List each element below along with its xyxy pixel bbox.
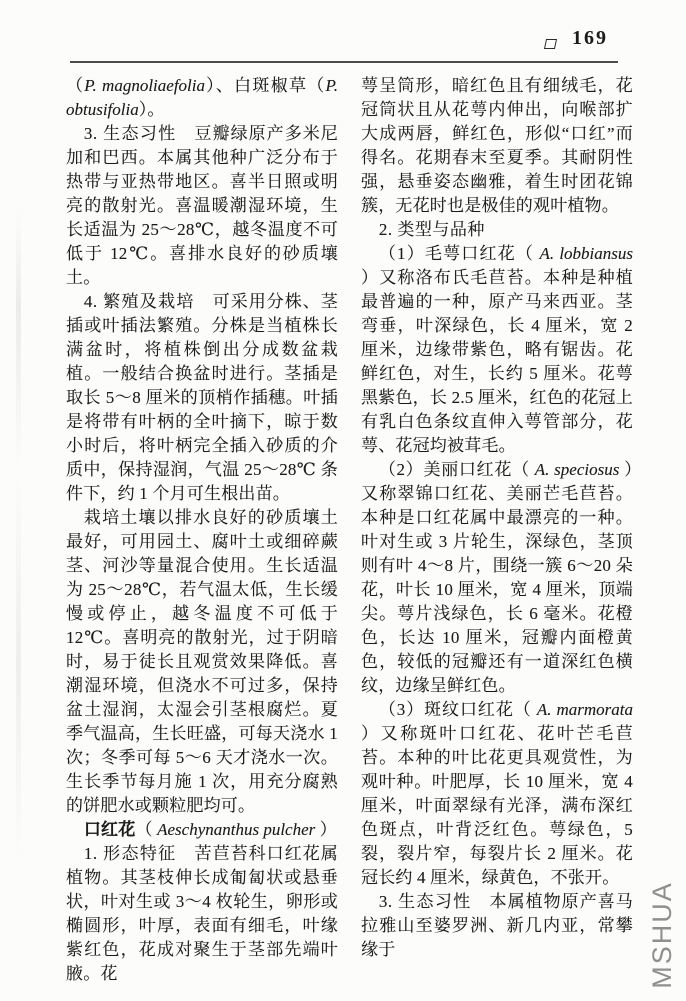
text-run: ）又称斑叶口红花、花叶芒毛苣苔。本种的叶比花更具观赏性，为观叶种。叶肥厚，长 10 厘米，宽 4 厘米，叶面翠绿有光泽，满布深红色斑点，叶背泛红色。萼绿色，5 裂，裂片窄，每裂片长 2 厘米。花冠长约 4 厘米，绿黄色，不张开。 [361, 724, 633, 887]
text-run: 可采用分株、茎插或叶插法繁殖。分株是当植株长满盆时，将植株倒出分成数盆栽植。一般结合换盆时进行。茎插是取长 5～8 厘米的顶梢作插穗。叶插是将带有叶柄的全叶摘下，晾于数小时后，将叶柄完全插入砂质的介质中，保持湿润，气温 25～28℃ 条件下，约 1 个月可生根出苗。 [66, 292, 338, 503]
latin-species-name: A. marmorata [536, 700, 633, 719]
text-columns [66, 74, 633, 986]
paragraph-ecology-habit [66, 122, 338, 290]
section-label: 2. 类型与品种 [378, 220, 485, 239]
latin-species-name: A. speciosus [534, 460, 620, 479]
text-run: 豆瓣绿原产多米尼加和巴西。本属其他种广泛分布于热带与亚热带地区。喜半日照或明亮的散射光。喜温暖潮湿环境，生长适温为 25～28℃，越冬温度不可低于 12℃。喜排水良好的砂质壤土。 [66, 124, 338, 287]
section-label: 3. 生态习性 [83, 124, 177, 143]
watermark-mshua: MSHUA [647, 881, 677, 989]
latin-species-name: Aeschynanthus pulcher [157, 820, 316, 839]
text-run: ） [315, 820, 337, 839]
paragraph-variety-2 [361, 458, 633, 698]
text-run: 萼呈筒形，暗红色且有细绒毛，花冠筒状且从花萼内伸出，向喉部扩大成两唇，鲜红色，形似“口红”而得名。花期春末至夏季。其耐阴性强，悬垂姿态幽雅，着生时团花锦簇，无花时也是极佳的观叶植物。 [361, 76, 633, 215]
text-run: （ [135, 820, 158, 839]
latin-species-name: A. lobbiansus [539, 244, 634, 263]
left-column [66, 74, 338, 986]
text-run: ）又称洛布氏毛苣苔。本种是种植最普遍的一种，原产马来西亚。茎弯垂，叶深绿色，长 4 厘米，宽 2 厘米，边缘带紫色，略有锯齿。花鲜红色，对生，长约 5 厘米。花萼黑紫色，长 2.5 厘米，红色的花冠上有乳白色条纹直伸入萼管部分，花萼、花冠均被茸毛。 [361, 268, 633, 455]
latin-species-name: P. obtusifolia [66, 76, 338, 119]
section-label: 4. 繁殖及栽培 [83, 292, 195, 311]
paragraph-variety-1 [361, 242, 633, 458]
text-run: （2）美丽口红花（ [378, 460, 535, 479]
paragraph-species-continuation [66, 74, 338, 122]
text-run: （3）斑纹口红花（ [378, 700, 537, 719]
paragraph-ecology-habit-2 [361, 890, 633, 962]
text-run: （ [66, 76, 85, 95]
text-run: ）。 [138, 100, 165, 119]
text-run: 栽培土壤以排水良好的砂质壤土最好，可用园土、腐叶土或细碎蕨茎、河沙等量混合使用。生长适温为 25～28℃，若气温太低，生长缓慢或停止，越冬温度不可低于 12℃。喜明亮的散射光，过于阴暗时，易于徒长且观赏效果降低。喜潮湿环境，但浇水不可过多，保持盆土湿润，太湿会引茎根腐烂。夏季气温高，生长旺盛，可每天浇水 1 次；冬季可每 5～6 天才浇水一次。生长季节每月施 1 次，用充分腐熟的饼肥水或颗粒肥均可。 [66, 508, 338, 815]
text-run: ）又称翠锦口红花、美丽芒毛苣苔。本种是口红花属中最漂亮的一种。叶对生或 3 片轮生，深绿色，茎顶则有叶 4～8 片，围绕一簇 6～20 朵花，叶长 10 厘米，宽 4 厘米，顶端尖。萼片浅绿色，长 6 毫米。花橙色，长达 10 厘米，冠瓣内面橙黄色，较低的冠瓣还有一道深红色横纹，边缘呈鲜红色。 [361, 460, 633, 695]
text-run: （1）毛萼口红花（ [378, 244, 540, 263]
paragraph-types-heading [361, 218, 633, 242]
paragraph-morphology [66, 842, 338, 986]
paragraph-variety-3 [361, 698, 633, 890]
paragraph-propagation [66, 290, 338, 506]
header-square-icon [544, 39, 557, 49]
latin-species-name: P. magnoliaefolia [84, 76, 205, 95]
paragraph-flower-description [361, 74, 633, 218]
text-run: ）、白斑椒草（ [205, 76, 326, 95]
section-label: 3. 生态习性 [378, 892, 472, 911]
entry-title: 口红花 [83, 820, 136, 839]
text-run: 本属植物原产喜马拉雅山至婆罗洲、新几内亚，常攀缘于 [361, 892, 633, 959]
page-number: 169 [572, 27, 608, 49]
entry-heading-lipstick-plant [66, 818, 338, 842]
text-run: 苦苣苔科口红花属植物。其茎枝伸长成匍匐状或悬垂状，叶对生或 3～4 枚轮生，卵形或椭圆形，叶厚，表面有细毛，叶缘紫红色，花成对聚生于茎部先端叶腋。花 [66, 844, 338, 983]
section-label: 1. 形态特征 [83, 844, 177, 863]
paragraph-cultivation-soil [66, 506, 338, 818]
header-rule [70, 61, 618, 63]
right-column [361, 74, 633, 986]
